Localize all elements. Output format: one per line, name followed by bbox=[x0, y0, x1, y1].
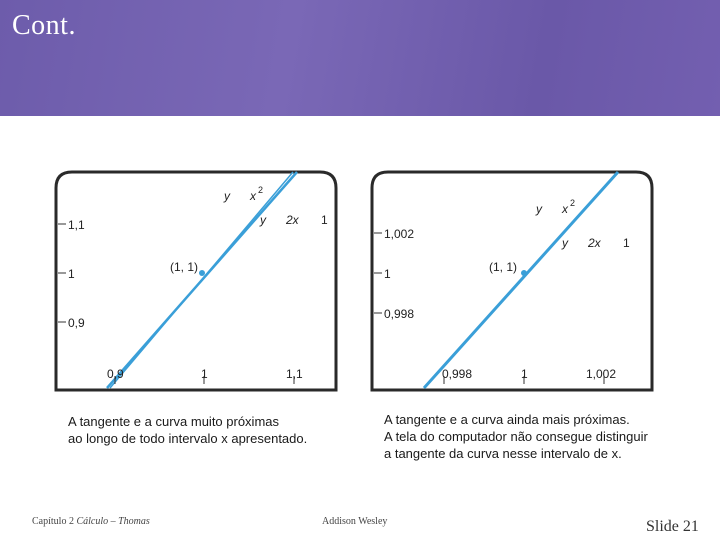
caption-line: ao longo de todo intervalo x apresentado. bbox=[68, 431, 308, 446]
x-tick-label: 1 bbox=[521, 367, 528, 381]
tangent-label-expr: 2x bbox=[286, 213, 299, 227]
tangent-label-y: y bbox=[260, 213, 266, 227]
caption-line: A tangente e a curva muito próximas bbox=[68, 414, 280, 429]
caption-line: A tela do computador não consegue distinguir bbox=[384, 429, 648, 444]
slide-title: Cont. bbox=[12, 10, 76, 41]
caption-line: a tangente da curva nesse intervalo de x. bbox=[384, 446, 622, 461]
point-label: (1, 1) bbox=[489, 260, 518, 274]
point-label: (1, 1) bbox=[170, 260, 199, 274]
curve-label-y: y bbox=[536, 202, 542, 216]
y-tick-label: 1 bbox=[384, 267, 391, 281]
y-tick-label: 0,998 bbox=[384, 307, 415, 321]
tangent-label-expr: 2x bbox=[588, 236, 601, 250]
curve-label-x: x bbox=[250, 189, 256, 203]
y-tick-label: 0,9 bbox=[68, 316, 85, 330]
graph-labels-right bbox=[368, 170, 668, 410]
y-tick-label: 1,002 bbox=[384, 227, 415, 241]
graph-labels-left bbox=[52, 170, 352, 410]
y-tick-label: 1 bbox=[68, 267, 75, 281]
chapter-label: Capítulo 2 bbox=[32, 516, 74, 527]
tangent-label-y: y bbox=[562, 236, 568, 250]
x-tick-label: 0,998 bbox=[442, 367, 473, 381]
y-tick-label: 1,1 bbox=[68, 218, 85, 232]
curve-label-x: x bbox=[562, 202, 568, 216]
x-tick-label: 0,9 bbox=[107, 367, 124, 381]
caption-right bbox=[384, 411, 648, 462]
tangent-label-const: 1 bbox=[623, 236, 630, 250]
curve-label-y: y bbox=[224, 189, 230, 203]
x-tick-label: 1 bbox=[201, 367, 208, 381]
caption-left bbox=[68, 413, 307, 447]
caption-line: A tangente e a curva ainda mais próximas. bbox=[384, 412, 630, 427]
curve-label-exp: 2 bbox=[258, 185, 264, 195]
footer-chapter bbox=[32, 516, 150, 527]
x-tick-label: 1,002 bbox=[586, 367, 617, 381]
tangent-label-const: 1 bbox=[321, 213, 328, 227]
slide-number: Slide 21 bbox=[646, 518, 699, 535]
x-tick-label: 1,1 bbox=[286, 367, 303, 381]
footer-publisher: Addison Wesley bbox=[322, 516, 388, 527]
book-label: Cálculo – Thomas bbox=[76, 516, 150, 527]
curve-label-exp: 2 bbox=[570, 198, 576, 208]
title-bar bbox=[0, 0, 720, 116]
